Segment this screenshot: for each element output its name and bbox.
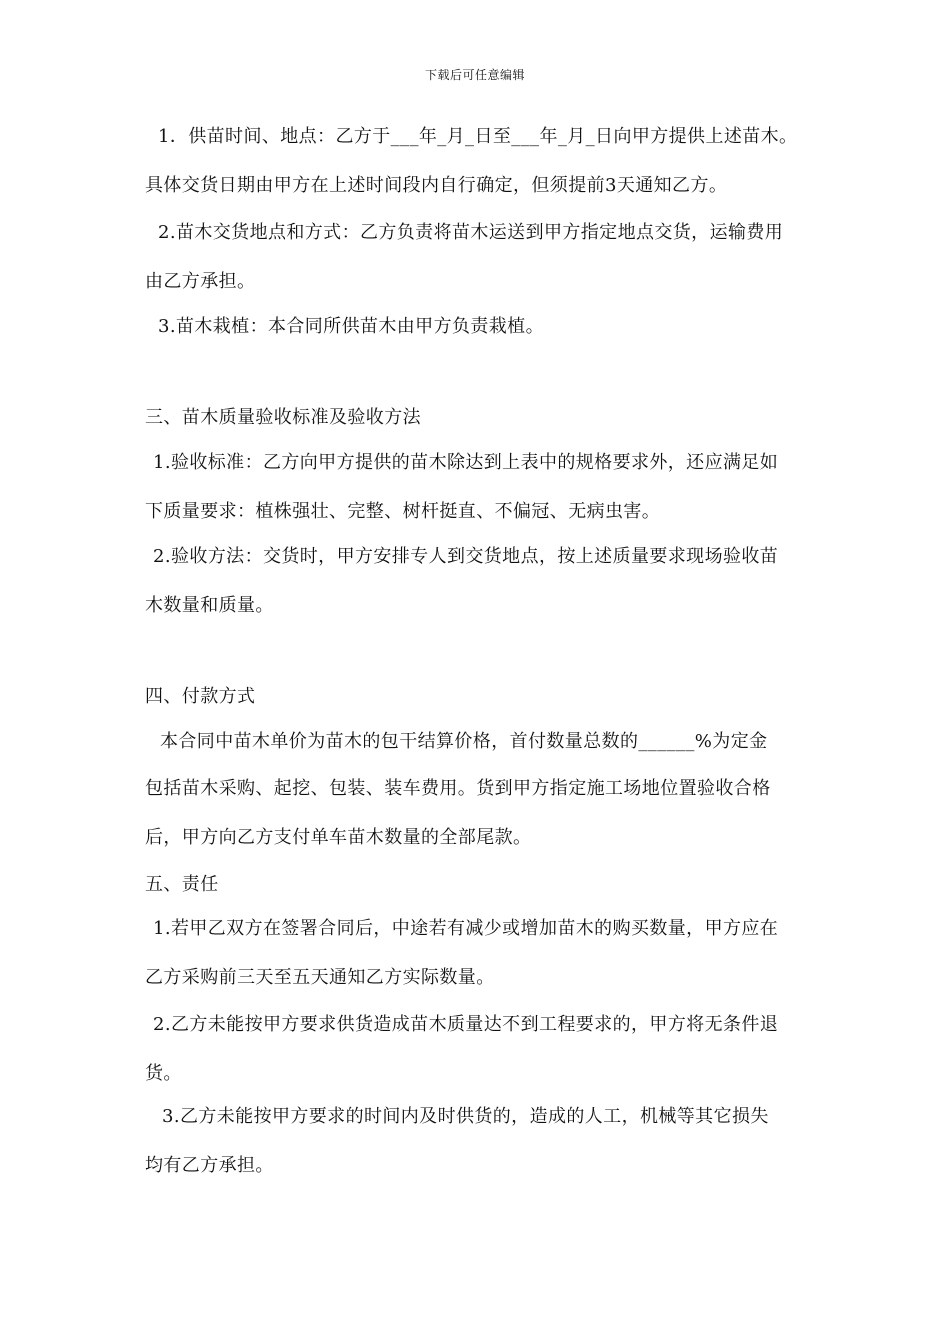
clause-3-2-line-1: 2.验收方法：交货时，甲方安排专人到交货地点，按上述质量要求现场验收苗 — [153, 546, 779, 567]
clause-5-2-line-1: 2.乙方未能按甲方要求供货造成苗木质量达不到工程要求的，甲方将无条件退 — [153, 1014, 779, 1035]
clause-2-2-line-2: 由乙方承担。 — [145, 271, 256, 292]
clause-5-3-line-2: 均有乙方承担。 — [145, 1155, 274, 1176]
section-5-heading: 五、责任 — [145, 874, 219, 895]
section-4-heading: 四、付款方式 — [145, 686, 256, 707]
clause-4-line-1: 本合同中苗木单价为苗木的包干结算价格，首付数量总数的______%为定金 — [160, 731, 768, 752]
clause-5-3-line-1: 3.乙方未能按甲方要求的时间内及时供货的，造成的人工，机械等其它损失 — [162, 1106, 769, 1127]
clause-2-1-line-2: 具体交货日期由甲方在上述时间段内自行确定，但须提前3天通知乙方。 — [145, 175, 728, 196]
clause-3-1-line-2: 下质量要求：植株强壮、完整、树杆挺直、不偏冠、无病虫害。 — [145, 501, 661, 522]
clause-5-1-line-1: 1.若甲乙双方在签署合同后，中途若有减少或增加苗木的购买数量，甲方应在 — [153, 918, 779, 939]
clause-3-1-line-1: 1.验收标准：乙方向甲方提供的苗木除达到上表中的规格要求外，还应满足如 — [153, 452, 779, 473]
clause-4-line-3: 后，甲方向乙方支付单车苗木数量的全部尾款。 — [145, 827, 532, 848]
clause-3-2-line-2: 木数量和质量。 — [145, 595, 274, 616]
section-3-heading: 三、苗木质量验收标准及验收方法 — [145, 407, 421, 428]
clause-4-line-2: 包括苗木采购、起挖、包装、装车费用。货到甲方指定施工场地位置验收合格 — [145, 778, 771, 799]
clause-2-3-line-1: 3.苗木栽植：本合同所供苗木由甲方负责栽植。 — [158, 316, 544, 337]
clause-5-1-line-2: 乙方采购前三天至五天通知乙方实际数量。 — [145, 967, 495, 988]
clause-2-2-line-1: 2.苗木交货地点和方式：乙方负责将苗木运送到甲方指定地点交货，运输费用 — [158, 222, 784, 243]
clause-5-2-line-2: 货。 — [145, 1063, 182, 1084]
page-header: 下载后可任意编辑 — [424, 68, 525, 82]
clause-2-1-line-1: 1．供苗时间、地点：乙方于___年_月_日至___年_月_日向甲方提供上述苗木。 — [158, 126, 798, 147]
